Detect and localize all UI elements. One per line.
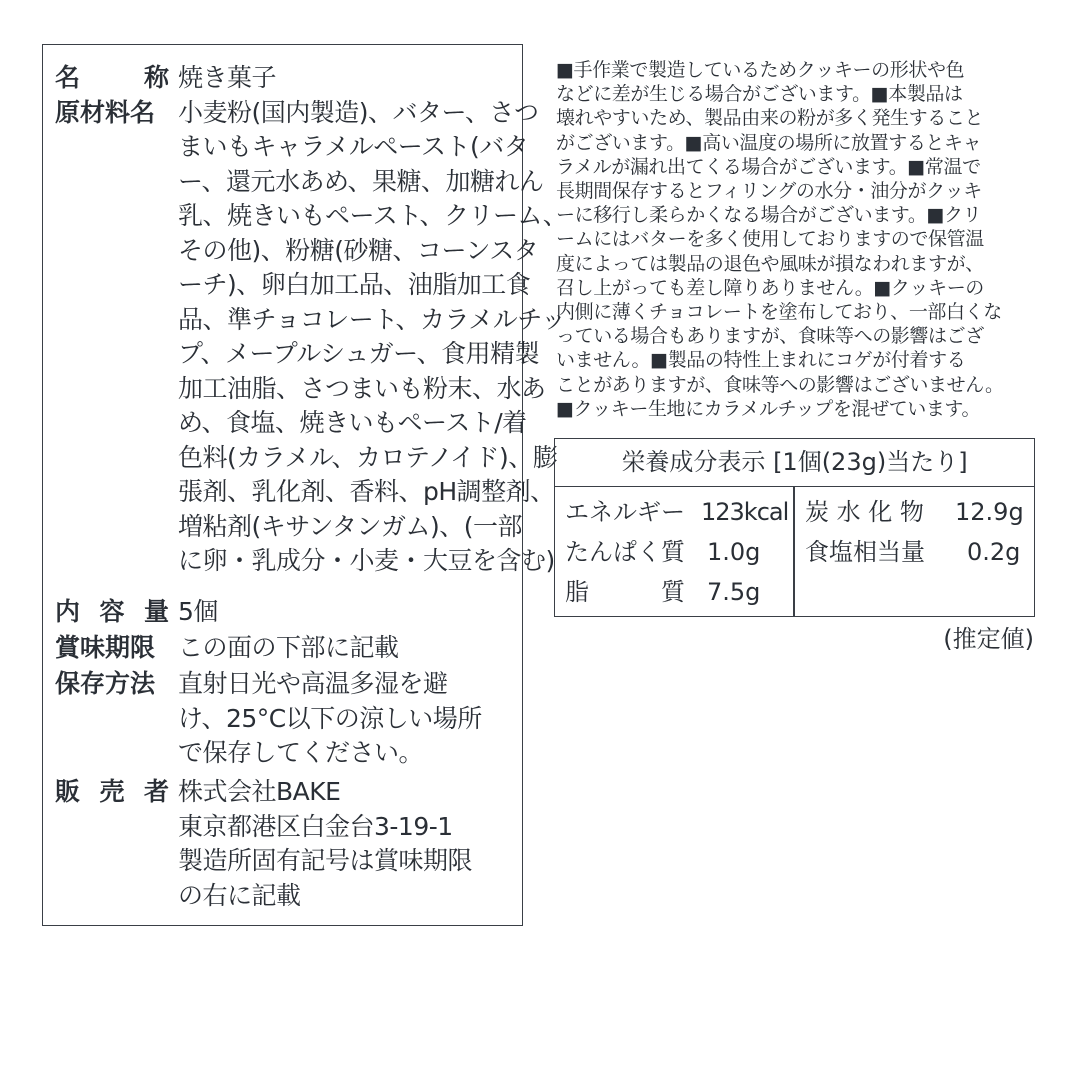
product-label-table [42, 44, 568, 926]
label-value-ingredients: 小麦粉(国内製造)、バター、さつ まいもキャラメルペースト(バタ ー、還元水あめ、果糖、加糖れん 乳、焼きいもペースト、クリーム、 その他)、粉糖(砂糖、コーンスタ ーチ)、卵白加工品、油脂加工食 品、準チョコレート、カラメルチッ プ、メープルシュガー、食用精製 加工油脂、さつまいも粉末、水あ め、食塩、焼きいもペースト/着 色料(カラメル、カロテノイド)、膨 張剤、乳化剤、香料、pH調整剤、 増粘剤(キサンタンガム)、(一部 に卵・乳成分・小麦・大豆を含む) [178, 97, 568, 575]
label-key-ingredients: 原材料名 [55, 97, 156, 127]
nutrition-salt-name: 食塩相当量 [805, 538, 925, 566]
label-value-best-before: この面の下部に記載 [178, 633, 399, 662]
label-value-name: 焼き菓子 [178, 63, 277, 92]
nutrition-fat-value: 7.5g [707, 578, 761, 606]
nutrition-energy-name: エネルギー [565, 498, 685, 526]
nutrition-estimate-note: (推定値) [943, 625, 1034, 653]
label-value-contents: 5個 [178, 597, 218, 626]
caution-notes: ■手作業で製造しているためクッキーの形状や色 などに差が生じる場合がございます。■本製品は 壊れやすいため、製品由来の粉が多く発生すること がございます。■高い温度の場所に放置するとキャ ラメルが漏れ出てくる場合がございます。■常温で 長期間保存するとフィリングの水分・油分がクッキ ーに移行し柔らかくなる場合がございます。■クリ ームにはバターを多く使用しておりますので保管温 度によっては製品の退色や風味が損なわれますが、 召し上がっても差し障りありません。■クッキーの 内側に薄くチョコレートを塗布しており、一部白くな っている場合もありますが、食味等への影響はござ いません。■製品の特性上まれにコゲが付着する ことがありますが、食味等への影響はございません。 ■クッキー生地にカラメルチップを混ぜています。 [556, 59, 1004, 420]
nutrition-protein-name: たんぱく質 [565, 538, 685, 566]
label-key-storage: 保存方法 [55, 669, 156, 698]
nutrition-carbohydrate-value: 12.9g [955, 498, 1024, 526]
label-key-seller: 販 売 者 [55, 777, 169, 806]
label-value-seller: 株式会社BAKE 東京都港区白金台3-19-1 製造所固有記号は賞味期限 の右に記載 [178, 777, 473, 910]
nutrition-facts-table [554, 438, 1035, 617]
nutrition-title: 栄養成分表示 [1個(23g)当たり] [555, 439, 1034, 487]
nutrition-protein-value: 1.0g [707, 538, 761, 566]
nutrition-column-divider [793, 487, 795, 616]
label-key-best-before: 賞味期限 [55, 633, 156, 662]
nutrition-fat-name: 脂 質 [565, 578, 685, 606]
nutrition-salt-value: 0.2g [967, 538, 1021, 566]
label-key-contents: 内 容 量 [55, 597, 169, 626]
label-key-name: 名 称 [55, 63, 169, 92]
label-value-storage: 直射日光や高温多湿を避 け、25°C以下の涼しい場所 で保存してください。 [178, 669, 482, 767]
nutrition-carbohydrate-name: 炭 水 化 物 [805, 498, 924, 526]
nutrition-energy-value: 123kcal [701, 498, 789, 526]
